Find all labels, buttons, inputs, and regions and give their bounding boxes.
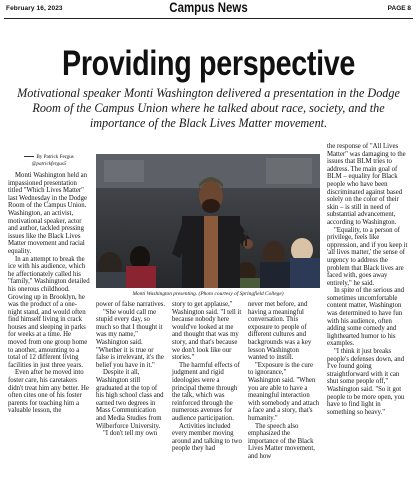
byline	[8, 154, 90, 167]
article-photo	[96, 154, 320, 288]
byline-rule	[24, 156, 34, 157]
paragraph: The speech also emphasized the importance of the Black Lives Matter movement, and how	[248, 422, 316, 460]
article-column-1	[8, 172, 90, 415]
paragraph: "She would call me stupid every day, so much so that I thought it was my name," Washington said. "Whether it is true or false is irrelevant, it's the belief you have in it."	[96, 308, 164, 369]
article-column-3	[172, 301, 242, 453]
paragraph: The harmful effects of judgment and rigid ideologies were a principal theme through the talk, which was reinforced through the numerous avenues for audience participation.	[172, 361, 240, 422]
article-deck: Motivational speaker Monti Washington delivered a presentation in the Dodge Room of the Campus Union where he talked about race, society, and the importance of the Black Lives Matter movement.	[17, 86, 400, 130]
article-headline: Providing perspective	[62, 44, 355, 83]
paragraph: "I don't tell my own	[103, 430, 158, 438]
article-column-2	[96, 301, 166, 438]
masthead-rule	[4, 18, 413, 19]
photo-caption: Monti Washington presenting. (Photo courtesy of Springfield College)	[132, 291, 284, 297]
paragraph: never met before, and having a meaningful conversation. This exposure to people of different cultures and backgrounds was a key lesson Washington wanted to instill.	[248, 301, 312, 362]
article-column-5	[327, 143, 410, 416]
paragraph: "Exposure is the cure to ignorance," Washington said. "When you are able to have a meaningful interaction with somebody and attach a face and a story, that's humanity."	[248, 361, 320, 422]
paragraph: "Equality, to a person of privilege, feels like oppression, and if you keep it 'all lives matter,' the sense of urgency to address the problem that Black lives are faced with, goes away entirely," he said.	[327, 226, 408, 287]
page-number: PAGE 8	[387, 5, 411, 12]
article-column-4	[248, 301, 320, 460]
paragraph: Despite it all, Washington still graduated at the top of his high school class and earned two degrees in Mass Communication and Media Studies from Wilberforce University.	[96, 369, 164, 430]
issue-date: February 16, 2023	[6, 5, 63, 12]
paragraph: story to get applause," Washington said. "I tell it because nobody here would've looked at me and thought that was my story, and that's because we don't look like our stories."	[172, 301, 242, 362]
paragraph: Activities included every member moving around and talking to two people they had	[172, 422, 242, 453]
section-title: Campus News	[169, 0, 248, 15]
paragraph: In an attempt to break the ice with his audience, which he affectionately called his "family," Washington detailed his onerous childhood. Growing up in Brooklyn, he was the product of a one-night stand, and would often find himself living in crack houses and sleeping in parks for weeks at a time. He moved from one group home to another, amounting to a total of 12 different living facilities in just three years.	[8, 255, 90, 369]
speaker-photo-illustration	[96, 154, 320, 288]
paragraph: In spite of the serious and sometimes uncomfortable content matter, Washington was determined to have fun with his audience, often adding some comedy and lighthearted humor to his examples.	[327, 287, 405, 348]
paragraph: "I think it just breaks people's defenses down, and I've found going straightforward with it can shut some people off," Washington said. "So it got people to be more open, you have to find light in something so heavy."	[327, 348, 405, 416]
byline-author: By Patrick Fergus	[36, 154, 74, 160]
paragraph: Even after he moved into foster care, his caretakers didn't treat him any better. He often cites one of his foster parents for teaching him a valuable lesson, the	[8, 369, 89, 415]
paragraph: power of false narratives.	[96, 301, 166, 308]
paragraph: Monti Washington held an impassioned presentation titled "Which Lives Matter" last Wednesday in the Dodge Room of the Campus Union. Washington, an activist, motivational speaker, actor and author, tackled pressing issues like the Black Lives Matter movement and racial equality.	[8, 172, 88, 255]
paragraph: the response of "All Lives Matter" was damaging to the issues that BLM tries to address. The main goal of BLM – equality for Black people who have been discriminated against based solely on the color of their skin – is still in need of substantial advancement, according to Washington.	[327, 143, 406, 226]
byline-handle: @patrickfergus5	[31, 160, 67, 167]
